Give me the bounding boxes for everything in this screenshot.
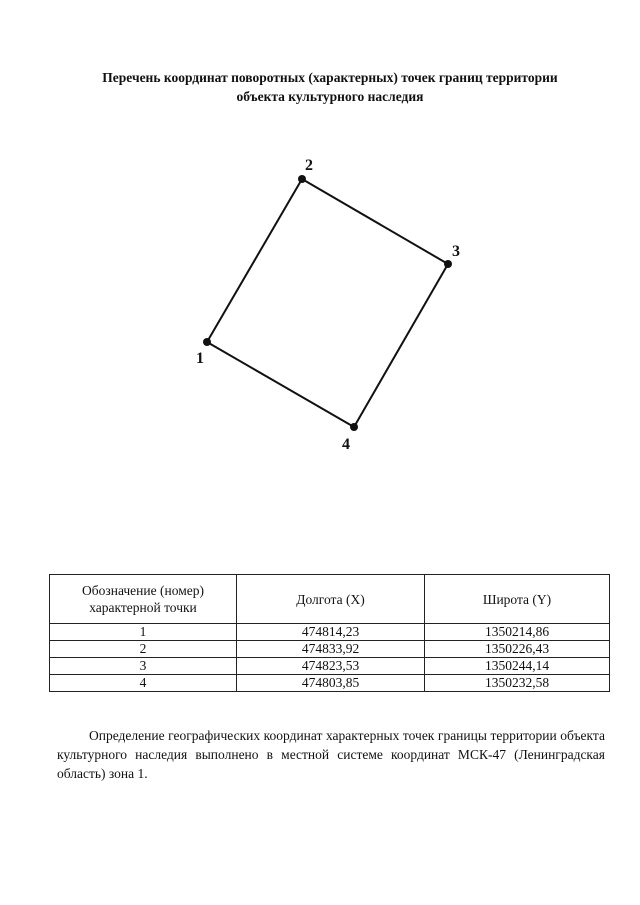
vertex-point-4 [350,423,358,431]
vertex-point-3 [444,260,452,268]
cell-latitude: 1350232,58 [425,675,610,692]
vertex-label-1: 1 [196,350,204,367]
cell-latitude: 1350244,14 [425,658,610,675]
header-longitude: Долгота (X) [237,575,425,624]
coordinates-table [49,574,610,692]
table-header-row [50,575,610,624]
cell-longitude: 474814,23 [237,624,425,641]
header-latitude: Широта (Y) [425,575,610,624]
cell-longitude: 474823,53 [237,658,425,675]
cell-point-number: 1 [50,624,237,641]
vertex-label-2: 2 [305,157,313,174]
cell-latitude: 1350226,43 [425,641,610,658]
table-row [50,675,610,692]
cell-longitude: 474833,92 [237,641,425,658]
cell-point-number: 4 [50,675,237,692]
header-point-number: Обозначение (номер) характерной точки [50,575,237,624]
vertex-point-2 [298,175,306,183]
table-row [50,624,610,641]
table-row [50,641,610,658]
cell-longitude: 474803,85 [237,675,425,692]
title-line-2: объекта культурного наследия [236,89,424,104]
vertex-point-1 [203,338,211,346]
title-line-1: Перечень координат поворотных (характерных) точек границ территории [102,70,558,85]
vertex-label-4: 4 [342,436,350,453]
table-row [50,658,610,675]
cell-latitude: 1350214,86 [425,624,610,641]
vertex-label-3: 3 [452,243,460,260]
boundary-polygon [207,179,448,427]
coordinate-system-note: Определение географических координат характерных точек границы территории объекта культурного наследия выполнено в местной системе координат МСК-47 (Ленинградская область) зона 1. [57,727,605,781]
cell-point-number: 2 [50,641,237,658]
cell-point-number: 3 [50,658,237,675]
